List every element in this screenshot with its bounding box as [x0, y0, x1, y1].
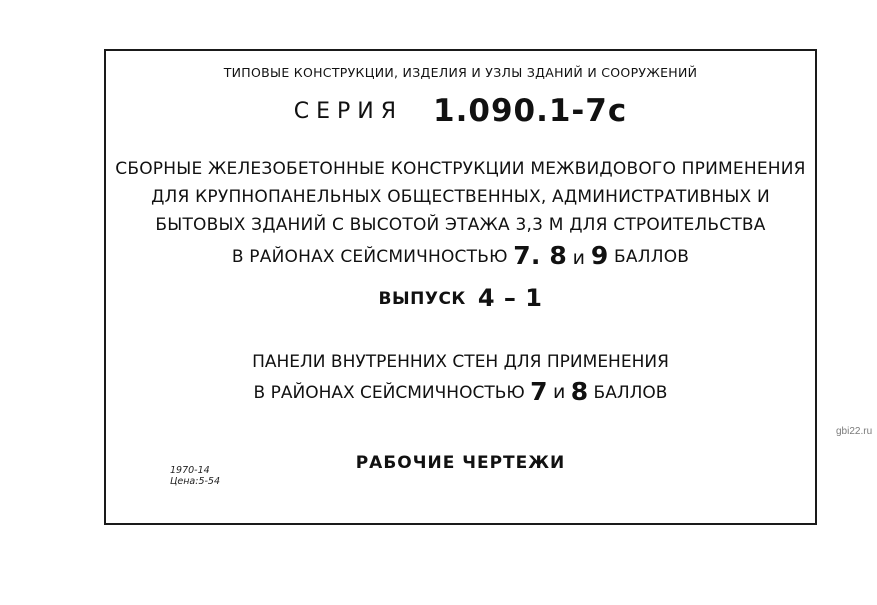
title-line-4-and: и: [572, 247, 586, 269]
title-sheet-frame: [104, 49, 817, 525]
title-line-1: СБОРНЫЕ ЖЕЛЕЗОБЕТОННЫЕ КОНСТРУКЦИИ МЕЖВИДОВОГО ПРИМЕНЕНИЯ: [115, 159, 806, 179]
panel-line-2-and: и: [552, 381, 566, 403]
header-line: ТИПОВЫЕ КОНСТРУКЦИИ, ИЗДЕЛИЯ И УЗЛЫ ЗДАНИЙ И СООРУЖЕНИЙ: [223, 65, 698, 80]
stamp-year: 1970-14: [170, 465, 210, 476]
panel-rating-2: 8: [570, 377, 589, 406]
title-line-3: БЫТОВЫХ ЗДАНИЙ С ВЫСОТОЙ ЭТАЖА 3,3 М ДЛЯ СТРОИТЕЛЬСТВА: [155, 215, 766, 235]
watermark: gbi22.ru: [836, 426, 873, 437]
seismic-rating-2: 9: [590, 241, 609, 270]
series-line: [106, 93, 815, 129]
panel-line-2: [106, 377, 815, 406]
title-line-4-suffix: БАЛЛОВ: [614, 247, 690, 267]
price-stamp: [170, 465, 220, 487]
title-line-2: ДЛЯ КРУПНОПАНЕЛЬНЫХ ОБЩЕСТВЕННЫХ, АДМИНИСТРАТИВНЫХ И: [151, 187, 770, 207]
panel-line-2-prefix: В РАЙОНАХ СЕЙСМИЧНОСТЬЮ: [253, 383, 525, 403]
seismic-rating-1: 7. 8: [513, 241, 568, 270]
working-drawings-label: РАБОЧИЕ ЧЕРТЕЖИ: [355, 453, 566, 473]
issue-line: [106, 284, 815, 312]
stamp-price: Цена:5-54: [170, 476, 221, 487]
panel-rating-1: 7: [530, 377, 548, 406]
title-line-4: [106, 241, 815, 270]
series-number: 1.090.1-7с: [433, 93, 628, 129]
issue-number: 4 – 1: [477, 284, 543, 312]
panel-line-1: ПАНЕЛИ ВНУТРЕННИХ СТЕН ДЛЯ ПРИМЕНЕНИЯ: [252, 352, 669, 372]
series-label: СЕРИЯ: [293, 98, 404, 124]
issue-label: ВЫПУСК: [378, 289, 466, 309]
panel-line-2-suffix: БАЛЛОВ: [593, 383, 668, 403]
title-line-4-prefix: В РАЙОНАХ СЕЙСМИЧНОСТЬЮ: [231, 247, 508, 267]
